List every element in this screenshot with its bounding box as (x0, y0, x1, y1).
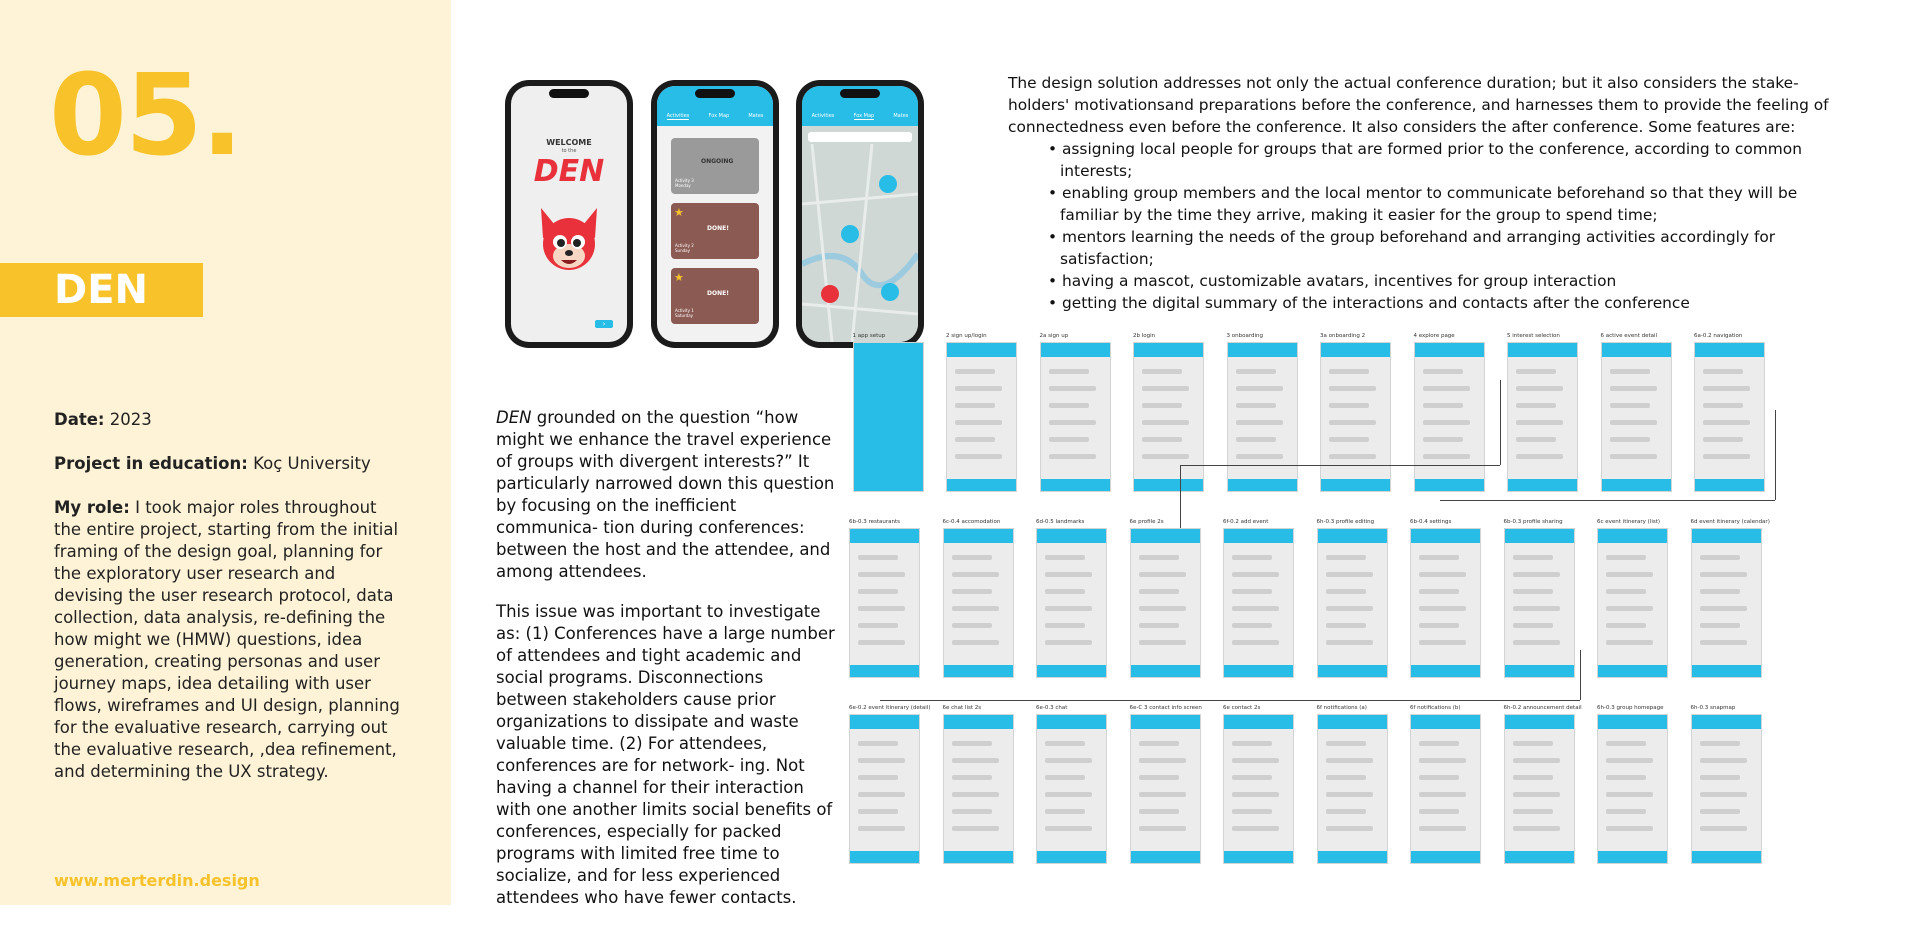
wireframe-screen (1036, 528, 1107, 678)
wireframe-label: 6f notifications (a) (1316, 705, 1367, 711)
wireframe-screen (1601, 342, 1672, 492)
body-paragraph-1 (496, 407, 836, 583)
wireframe-label: 2 sign up/login (946, 333, 987, 339)
wireframe-label: 2a sign up (1039, 333, 1069, 339)
wireframe-screen (1597, 714, 1668, 864)
meta-project (54, 453, 406, 475)
feature-item: • having a mascot, customizable avatars, incentives for group interaction (1048, 272, 1617, 290)
wireframe-label: 6 active event detail (1600, 333, 1658, 339)
star-icon: ★ (674, 271, 684, 284)
wireframe-label: 6e contact 2s (1223, 705, 1261, 711)
flow-connector (880, 700, 1580, 701)
feature-item: • enabling group members and the local mentor to communicate beforehand so that they will be familiar by the time they arrive, making it easier for the group to spend time; (1048, 184, 1798, 224)
wireframe-label: 6d-0.5 landmarks (1036, 519, 1085, 525)
wireframe-label: 5 interest selection (1507, 333, 1560, 339)
wireframe-label: 6a-0.2 navigation (1694, 333, 1743, 339)
phone-fox-map (796, 80, 924, 348)
feature-item: • mentors learning the needs of the group beforehand and arranging activities accordingly for satisfaction; (1048, 228, 1776, 268)
role-label: My role: (54, 498, 130, 517)
flow-connector (1440, 500, 1775, 501)
wireframe-screen (1414, 342, 1485, 492)
wireframe-label: 6b-0.4 settings (1410, 519, 1452, 525)
wireframe-screen (1691, 714, 1762, 864)
map-tab-fox-map[interactable]: Fox Map (853, 113, 875, 119)
meta-role (54, 497, 406, 783)
wireframe-screen (1036, 714, 1107, 864)
wireframe-label: 6c-0.4 accomodation (942, 519, 1001, 525)
welcome-text: WELCOME (546, 138, 592, 147)
wireframe-label: 6h-0.3 snapmap (1690, 705, 1736, 711)
wireframe-label: 6h-0.3 group homepage (1597, 705, 1664, 711)
den-logo: DEN (533, 154, 605, 189)
to-the-text: to the (561, 148, 577, 154)
intro-paragraph: The design solution addresses not only the actual conference duration; but it also considers the stake- holders' motivationsand preparations before the conference, and harnesses them to provide the feeling of connectedness even before the conference. It also considers the after conference. Some features are: (1008, 74, 1829, 136)
flow-connector (1180, 465, 1500, 466)
wireframe-screen (1504, 714, 1575, 864)
body-paragraph-2: This issue was important to investigate as: (1) Conferences have a large number of attendees and tight academic and social programs. Disconnections between stakeholders cause prior organizations to dissipate and waste valuable time. (2) For attendees, conferences are for network- ing. Not having a channel for their interaction with one another limits social benefits of conferences, especially for packed programs with limited free time to socialize, and for less experienced attendees who have fewer contacts. (496, 602, 835, 907)
wireframe-label: 6f-0.2 add event (1223, 519, 1269, 525)
project-value: Koç University (253, 454, 371, 473)
wireframe-label: 6b-0.3 restaurants (849, 519, 901, 525)
project-number: 05. (49, 51, 242, 181)
activity-3: Activity 3 Monday (675, 178, 694, 188)
wireframe-screen (1223, 528, 1294, 678)
wireframe-label: 6e profile 2s (1129, 519, 1164, 525)
tab-fox-map[interactable]: Fox Map (708, 113, 730, 119)
wireframe-screen (1504, 528, 1575, 678)
wireframe-label: 3a onboarding 2 (1320, 333, 1366, 339)
wireframe-screen (1133, 342, 1204, 492)
feature-list (1008, 138, 1850, 314)
role-value: I took major roles throughout the entire project, starting from the initial framing of the design goal, planning for the exploratory user research and devising the user research protocol, data collection, data analysis, re-defining the how might we (HMW) questions, idea generation, creating personas and user journey maps, idea detailing with user flows, wireframes and UI design, planning for the evaluative research, carrying out the evaluative research, ,dea refinement, and determining the UX strategy. (54, 498, 400, 781)
tab-mates[interactable]: Mates (748, 113, 764, 119)
project-title: DEN (54, 267, 149, 313)
intro-block (1008, 72, 1850, 314)
ongoing-label: ONGOING (701, 158, 734, 165)
den-emphasis: DEN (496, 408, 532, 427)
wireframe-screen (1130, 714, 1201, 864)
map-tab-activities[interactable]: Activities (811, 113, 835, 119)
fox-mascot-icon (533, 204, 605, 276)
tab-activities[interactable]: Activities (666, 113, 690, 119)
website-link[interactable]: www.merterdin.design (54, 871, 260, 890)
map-tab-mates[interactable]: Mates (893, 113, 909, 119)
wireframe-label: 3 onboarding (1226, 333, 1263, 339)
wireframe-screen (849, 528, 920, 678)
wireframe-screen (1223, 714, 1294, 864)
wireframe-label: 2b login (1133, 333, 1156, 339)
date-label: Date: (54, 410, 105, 429)
wireframe-screen (853, 342, 924, 492)
next-button[interactable]: › (595, 320, 613, 328)
wireframe-label: 6c event itinerary (list) (1597, 519, 1661, 525)
wireframe-label: 6e-0.2 event itinerary (detail) (849, 705, 931, 711)
wireframe-screen (1507, 342, 1578, 492)
wireframe-screen (943, 528, 1014, 678)
wireframe-screen (849, 714, 920, 864)
wireframe-label: 6h-0.2 announcement detail (1503, 705, 1582, 711)
city-map[interactable] (802, 144, 918, 342)
wireframe-screen (1691, 528, 1762, 678)
flow-connector (1775, 410, 1776, 500)
wireframe-screen (1410, 714, 1481, 864)
done-label-2: DONE! (707, 290, 729, 297)
meta-date (54, 409, 406, 431)
wireframe-label: 6d event itinerary (calendar) (1690, 519, 1770, 525)
body-text (496, 407, 836, 927)
project-label: Project in education: (54, 454, 248, 473)
date-value: 2023 (109, 410, 152, 429)
wireframe-screen (1694, 342, 1765, 492)
wireframe-screen (1040, 342, 1111, 492)
flow-connector (1180, 465, 1181, 528)
left-panel (0, 0, 451, 905)
wireframe-screen (1227, 342, 1298, 492)
flow-connector (1500, 380, 1501, 465)
phone-welcome (505, 80, 633, 348)
wireframe-label: 6e-C 3 contact info screen (1129, 705, 1202, 711)
wireframe-label: 6e chat list 2s (942, 705, 982, 711)
feature-item: • getting the digital summary of the interactions and contacts after the conference (1048, 294, 1690, 312)
phone-activities (651, 80, 779, 348)
activity-1: Activity 1 Saturday (675, 308, 694, 318)
wireframe-label: 6f notifications (b) (1410, 705, 1461, 711)
wireframe-screen (943, 714, 1014, 864)
activity-2: Activity 2 Sunday (675, 243, 694, 253)
wireframe-screen (1320, 342, 1391, 492)
wireframe-screen (1410, 528, 1481, 678)
flow-connector (1580, 650, 1581, 700)
done-label-1: DONE! (707, 225, 729, 232)
feature-item: • assigning local people for groups that are formed prior to the conference, according to common interests; (1048, 140, 1802, 180)
star-icon: ★ (674, 206, 684, 219)
wireframe-label: 6h-0.3 profile editing (1316, 519, 1375, 525)
map-search-input[interactable] (808, 132, 912, 142)
wireframe-screen (946, 342, 1017, 492)
wireframe-label: 4 explore page (1413, 333, 1455, 339)
wireframe-label: 1 app setup (852, 333, 886, 339)
wireframe-screen (1317, 528, 1388, 678)
wireframe-screen (1130, 528, 1201, 678)
wireframe-label: 6e-0.3 chat (1036, 705, 1068, 711)
wireframe-screen (1317, 714, 1388, 864)
wireframe-label: 6b-0.3 profile sharing (1503, 519, 1563, 525)
wireframe-screen (1597, 528, 1668, 678)
body-p1-text: grounded on the question “how might we enhance the travel experience of groups with divergent interests?” It particularly narrowed down this question by focusing on the inefficient communica- tion during conferences: between the host and the attendee, and among attendees. (496, 408, 835, 581)
